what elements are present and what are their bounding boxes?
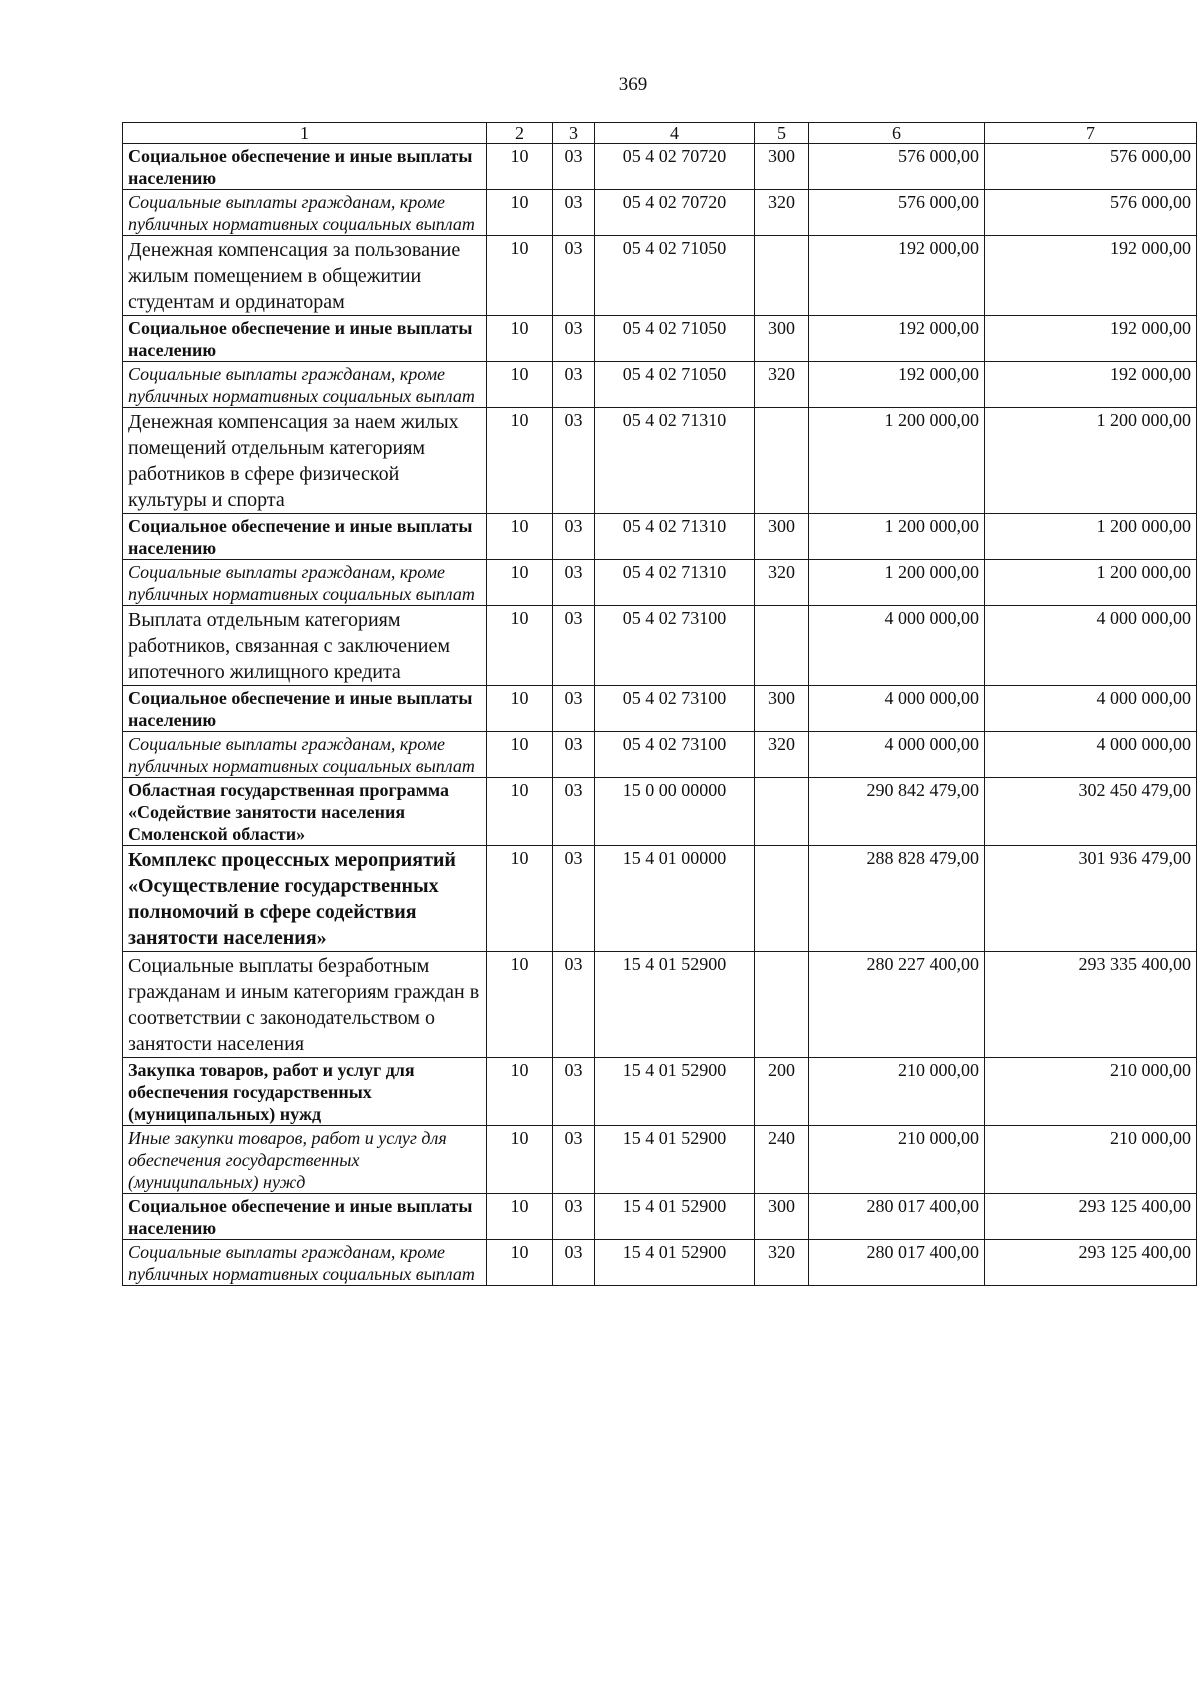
- expense-type-cell: 300: [755, 1194, 809, 1240]
- amount-year2-cell: 1 200 000,00: [985, 408, 1197, 514]
- expense-type-cell: 200: [755, 1058, 809, 1126]
- subsection-cell: 03: [553, 1058, 595, 1126]
- section-cell: 10: [487, 560, 553, 606]
- expense-type-cell: 320: [755, 190, 809, 236]
- table-row: [123, 732, 1197, 778]
- table-row: [123, 190, 1197, 236]
- section-cell: 10: [487, 514, 553, 560]
- table-row: [123, 560, 1197, 606]
- amount-year2-cell: 293 125 400,00: [985, 1194, 1197, 1240]
- subsection-cell: 03: [553, 778, 595, 846]
- row-name-cell: Социальное обеспечение и иные выплаты населению: [123, 144, 487, 190]
- subsection-cell: 03: [553, 408, 595, 514]
- column-header: 2: [487, 123, 553, 144]
- section-cell: 10: [487, 1126, 553, 1194]
- table-row: [123, 1058, 1197, 1126]
- amount-year2-cell: 301 936 479,00: [985, 846, 1197, 952]
- target-code-cell: 15 4 01 52900: [595, 1194, 755, 1240]
- row-name-cell: Социальное обеспечение и иные выплаты населению: [123, 686, 487, 732]
- table-header-row: [123, 123, 1197, 144]
- amount-year1-cell: 192 000,00: [809, 362, 985, 408]
- column-header: 4: [595, 123, 755, 144]
- amount-year2-cell: 192 000,00: [985, 236, 1197, 316]
- column-header: 1: [123, 123, 487, 144]
- row-name-cell: Иные закупки товаров, работ и услуг для обеспечения государственных (муниципальных) нужд: [123, 1126, 487, 1194]
- budget-table: [122, 122, 1197, 1286]
- amount-year1-cell: 280 227 400,00: [809, 952, 985, 1058]
- expense-type-cell: [755, 236, 809, 316]
- table-row: [123, 144, 1197, 190]
- table-row: [123, 236, 1197, 316]
- table-row: [123, 952, 1197, 1058]
- row-name-cell: Социальное обеспечение и иные выплаты населению: [123, 1194, 487, 1240]
- amount-year1-cell: 192 000,00: [809, 316, 985, 362]
- subsection-cell: 03: [553, 362, 595, 408]
- subsection-cell: 03: [553, 732, 595, 778]
- amount-year2-cell: 192 000,00: [985, 362, 1197, 408]
- table-row: [123, 362, 1197, 408]
- target-code-cell: 15 4 01 52900: [595, 1126, 755, 1194]
- subsection-cell: 03: [553, 236, 595, 316]
- target-code-cell: 15 4 01 52900: [595, 1240, 755, 1286]
- subsection-cell: 03: [553, 144, 595, 190]
- section-cell: 10: [487, 606, 553, 686]
- subsection-cell: 03: [553, 190, 595, 236]
- amount-year1-cell: 290 842 479,00: [809, 778, 985, 846]
- subsection-cell: 03: [553, 560, 595, 606]
- expense-type-cell: 320: [755, 560, 809, 606]
- row-name-cell: Социальные выплаты гражданам, кроме публичных нормативных социальных выплат: [123, 362, 487, 408]
- expense-type-cell: 300: [755, 686, 809, 732]
- section-cell: 10: [487, 362, 553, 408]
- amount-year2-cell: 293 125 400,00: [985, 1240, 1197, 1286]
- amount-year2-cell: 1 200 000,00: [985, 514, 1197, 560]
- column-header: 7: [985, 123, 1197, 144]
- table-row: [123, 1240, 1197, 1286]
- amount-year1-cell: 4 000 000,00: [809, 606, 985, 686]
- table-row: [123, 408, 1197, 514]
- row-name-cell: Выплата отдельным категориям работников, связанная с заключением ипотечного жилищного кредита: [123, 606, 487, 686]
- amount-year2-cell: 576 000,00: [985, 190, 1197, 236]
- expense-type-cell: [755, 778, 809, 846]
- target-code-cell: 15 4 01 52900: [595, 952, 755, 1058]
- section-cell: 10: [487, 1240, 553, 1286]
- table-row: [123, 316, 1197, 362]
- row-name-cell: Социальное обеспечение и иные выплаты населению: [123, 316, 487, 362]
- section-cell: 10: [487, 778, 553, 846]
- row-name-cell: Областная государственная программа «Содействие занятости населения Смоленской области»: [123, 778, 487, 846]
- expense-type-cell: 240: [755, 1126, 809, 1194]
- subsection-cell: 03: [553, 606, 595, 686]
- row-name-cell: Социальные выплаты гражданам, кроме публичных нормативных социальных выплат: [123, 732, 487, 778]
- amount-year1-cell: 4 000 000,00: [809, 686, 985, 732]
- amount-year1-cell: 210 000,00: [809, 1126, 985, 1194]
- row-name-cell: Социальные выплаты безработным гражданам и иным категориям граждан в соответствии с законодательством о занятости населения: [123, 952, 487, 1058]
- amount-year1-cell: 280 017 400,00: [809, 1240, 985, 1286]
- amount-year2-cell: 192 000,00: [985, 316, 1197, 362]
- expense-type-cell: 300: [755, 316, 809, 362]
- target-code-cell: 05 4 02 70720: [595, 190, 755, 236]
- column-header: 6: [809, 123, 985, 144]
- amount-year1-cell: 192 000,00: [809, 236, 985, 316]
- subsection-cell: 03: [553, 686, 595, 732]
- target-code-cell: 05 4 02 73100: [595, 686, 755, 732]
- row-name-cell: Социальное обеспечение и иные выплаты населению: [123, 514, 487, 560]
- amount-year1-cell: 1 200 000,00: [809, 560, 985, 606]
- table-row: [123, 606, 1197, 686]
- row-name-cell: Закупка товаров, работ и услуг для обеспечения государственных (муниципальных) нужд: [123, 1058, 487, 1126]
- section-cell: 10: [487, 144, 553, 190]
- section-cell: 10: [487, 190, 553, 236]
- table-row: [123, 846, 1197, 952]
- target-code-cell: 05 4 02 71310: [595, 408, 755, 514]
- row-name-cell: Социальные выплаты гражданам, кроме публичных нормативных социальных выплат: [123, 560, 487, 606]
- expense-type-cell: [755, 606, 809, 686]
- target-code-cell: 05 4 02 71050: [595, 316, 755, 362]
- amount-year2-cell: 293 335 400,00: [985, 952, 1197, 1058]
- section-cell: 10: [487, 686, 553, 732]
- amount-year2-cell: 4 000 000,00: [985, 686, 1197, 732]
- amount-year2-cell: 210 000,00: [985, 1126, 1197, 1194]
- section-cell: 10: [487, 316, 553, 362]
- amount-year1-cell: 288 828 479,00: [809, 846, 985, 952]
- target-code-cell: 05 4 02 70720: [595, 144, 755, 190]
- amount-year1-cell: 1 200 000,00: [809, 408, 985, 514]
- target-code-cell: 15 4 01 52900: [595, 1058, 755, 1126]
- amount-year2-cell: 576 000,00: [985, 144, 1197, 190]
- subsection-cell: 03: [553, 952, 595, 1058]
- amount-year1-cell: 576 000,00: [809, 190, 985, 236]
- table-body: [123, 144, 1197, 1286]
- target-code-cell: 15 0 00 00000: [595, 778, 755, 846]
- amount-year1-cell: 576 000,00: [809, 144, 985, 190]
- section-cell: 10: [487, 1194, 553, 1240]
- row-name-cell: Социальные выплаты гражданам, кроме публичных нормативных социальных выплат: [123, 1240, 487, 1286]
- section-cell: 10: [487, 1058, 553, 1126]
- subsection-cell: 03: [553, 1126, 595, 1194]
- amount-year2-cell: 1 200 000,00: [985, 560, 1197, 606]
- row-name-cell: Комплекс процессных мероприятий «Осуществление государственных полномочий в сфере содействия занятости населения»: [123, 846, 487, 952]
- amount-year2-cell: 302 450 479,00: [985, 778, 1197, 846]
- target-code-cell: 15 4 01 00000: [595, 846, 755, 952]
- expense-type-cell: 320: [755, 362, 809, 408]
- expense-type-cell: 300: [755, 514, 809, 560]
- subsection-cell: 03: [553, 316, 595, 362]
- target-code-cell: 05 4 02 71310: [595, 560, 755, 606]
- expense-type-cell: [755, 952, 809, 1058]
- target-code-cell: 05 4 02 73100: [595, 606, 755, 686]
- amount-year1-cell: 4 000 000,00: [809, 732, 985, 778]
- target-code-cell: 05 4 02 71310: [595, 514, 755, 560]
- row-name-cell: Денежная компенсация за наем жилых помещений отдельным категориям работников в сфере физической культуры и спорта: [123, 408, 487, 514]
- row-name-cell: Социальные выплаты гражданам, кроме публичных нормативных социальных выплат: [123, 190, 487, 236]
- amount-year2-cell: 210 000,00: [985, 1058, 1197, 1126]
- column-header: 3: [553, 123, 595, 144]
- amount-year1-cell: 280 017 400,00: [809, 1194, 985, 1240]
- subsection-cell: 03: [553, 514, 595, 560]
- subsection-cell: 03: [553, 846, 595, 952]
- table-row: [123, 686, 1197, 732]
- expense-type-cell: [755, 408, 809, 514]
- amount-year1-cell: 210 000,00: [809, 1058, 985, 1126]
- target-code-cell: 05 4 02 71050: [595, 236, 755, 316]
- expense-type-cell: 320: [755, 732, 809, 778]
- expense-type-cell: 300: [755, 144, 809, 190]
- table-row: [123, 1194, 1197, 1240]
- section-cell: 10: [487, 952, 553, 1058]
- amount-year1-cell: 1 200 000,00: [809, 514, 985, 560]
- section-cell: 10: [487, 408, 553, 514]
- section-cell: 10: [487, 236, 553, 316]
- table-row: [123, 514, 1197, 560]
- row-name-cell: Денежная компенсация за пользование жилым помещением в общежитии студентам и ординаторам: [123, 236, 487, 316]
- table-row: [123, 1126, 1197, 1194]
- table-row: [123, 778, 1197, 846]
- amount-year2-cell: 4 000 000,00: [985, 606, 1197, 686]
- target-code-cell: 05 4 02 73100: [595, 732, 755, 778]
- section-cell: 10: [487, 846, 553, 952]
- amount-year2-cell: 4 000 000,00: [985, 732, 1197, 778]
- subsection-cell: 03: [553, 1194, 595, 1240]
- page-number: 369: [618, 74, 648, 95]
- section-cell: 10: [487, 732, 553, 778]
- expense-type-cell: 320: [755, 1240, 809, 1286]
- expense-type-cell: [755, 846, 809, 952]
- target-code-cell: 05 4 02 71050: [595, 362, 755, 408]
- subsection-cell: 03: [553, 1240, 595, 1286]
- column-header: 5: [755, 123, 809, 144]
